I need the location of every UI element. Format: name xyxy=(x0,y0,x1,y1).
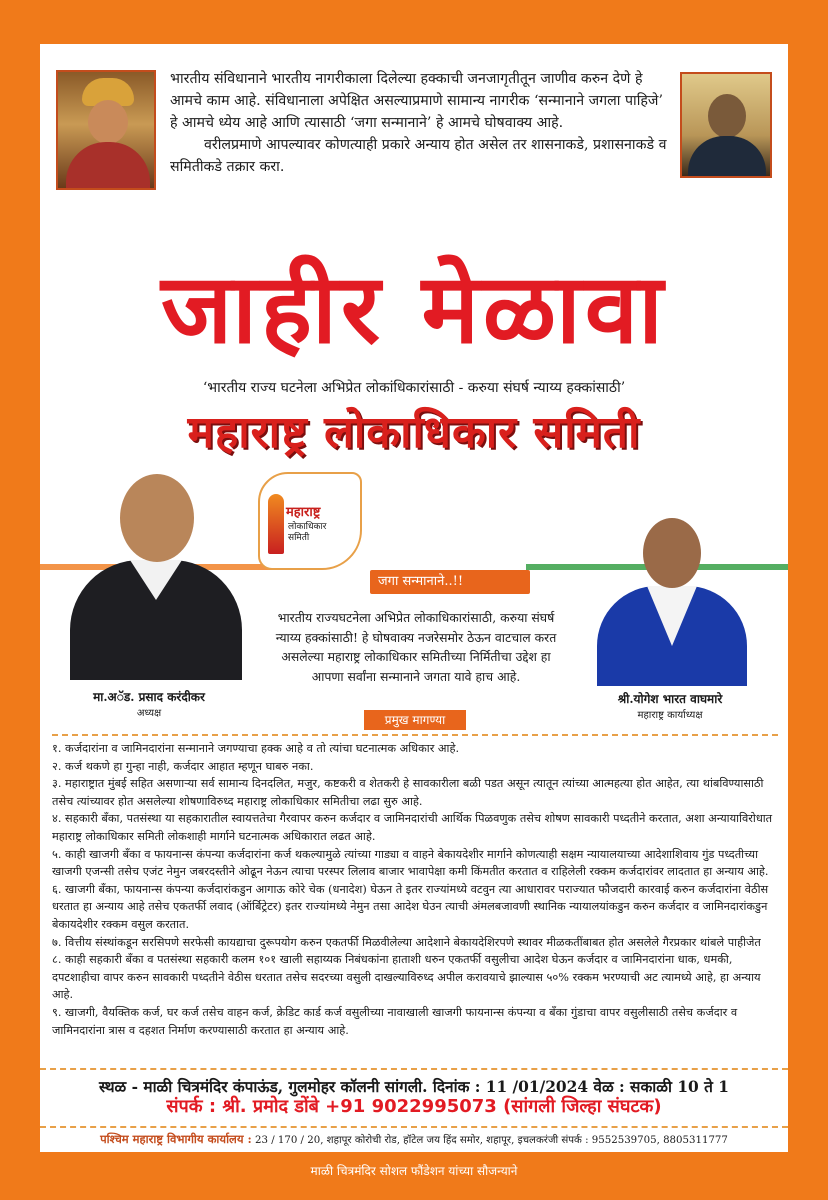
motto-badge: जगा सन्मानाने..!! xyxy=(370,570,530,594)
office-line xyxy=(40,1126,788,1147)
mission-statement xyxy=(266,608,566,686)
demand-item: १. कर्जदारांना व जामिनदारांना सन्मानाने जगण्याचा हक्क आहे व तो त्यांचा घटनात्मक अधिकार आहे. xyxy=(52,742,460,755)
leader-photo-left xyxy=(60,464,250,682)
office-label: पश्चिम महाराष्ट्र विभागीय कार्यालय : xyxy=(100,1132,252,1146)
demands-heading: प्रमुख मागण्या xyxy=(364,710,466,730)
historical-portrait-left xyxy=(56,70,156,190)
leader-name-left: मा.अॅड. प्रसाद करंदीकर xyxy=(93,690,205,704)
demand-item: ९. खाजगी, वैयक्तिक कर्ज, घर कर्ज तसेच वाहन कर्ज, क्रेडिट कार्ड कर्ज वसुलीच्या नावाखाली खाजगी फायनान्स कंपन्या व बँका गुंडाचा वापर वसुलीसाठी तसेच कर्जदार व जामिनदारांना त्रास व दहशत निर्माण करण्यासाठी करतात हा अन्याय आहे. xyxy=(52,1005,738,1037)
tagline: ‘भारतीय राज्य घटनेला अभिप्रेत लोकांधिकारांसाठी - करुया संघर्ष न्याय्य हक्कांसाठी’ xyxy=(202,380,626,396)
organization-name: महाराष्ट्र लोकाधिकार समिती xyxy=(187,407,641,458)
demand-item: ५. काही खाजगी बँका व फायनान्स कंपन्या कर्जदारांना कर्ज थकल्यामुळे त्यांच्या गाड्या व वाहने बेकायदेशीर मार्गाने कोणत्याही सक्षम न्यायालयाच्या आदेशाशिवाय गुंड पध्दतीच्या खाजगी एजन्सी तसेच एजंट नेमुन जबरदस्तीने ओढून नेऊन त्याचा परस्पर लिलाव बाजार भावापेक्षा कमी किंमतीत करतात व राहिलेली रक्कम कर्जदारांवर लादतात हा अन्याय आहे. xyxy=(52,847,769,879)
leader-photo-right xyxy=(585,512,753,686)
event-title: जाहीर मेळावा xyxy=(160,253,668,365)
mission-text: भारतीय राज्यघटनेला अभिप्रेत लोकाधिकारांसाठी, करुया संघर्ष न्याय्य हक्कांसाठी! हे घोषवाक्य नजरेसमोर ठेऊन वाटचाल करत असलेल्या महाराष्ट्र लोकाधिकार समितीच्या निर्मितीचा उद्देश हा आपणा सर्वांना सन्मानाने जगता यावे हाच आहे. xyxy=(275,610,557,684)
demand-item: २. कर्ज थकणे हा गुन्हा नाही, कर्जदार आहात म्हणून घाबरु नका. xyxy=(52,759,314,773)
leader-caption-left xyxy=(74,688,224,719)
logo-text-2b: समिती xyxy=(288,533,310,543)
demand-item: ८. काही सहकारी बँका व पतसंस्था सहकारी कलम १०१ खाली सहाय्यक निबंधकांना हाताशी धरुन एकतर्फी वसुलीचा आदेश घेऊन कर्जदार व जामिनदारांना धाक, धमकी, दपटशाहीचा वापर करुन सावकारी पध्दतीने वेठीस धरतात तसेच सदरच्या वसुली दाखल्याविरुध्द अपील करावयाचे झाल्यास ५०% रक्कम भरण्याची अट त्यामध्ये आहे, हा अन्याय आहे. xyxy=(52,953,761,1002)
portrait-body xyxy=(688,136,766,178)
leader-head xyxy=(643,518,701,588)
footer-credit: माळी चित्रमंदिर सोशल फौंडेशन यांच्या सौजन्याने xyxy=(310,1164,518,1178)
office-address: 23 / 170 / 20, शहापूर कोरोची रोड, हॉटेल जय हिंद समोर, शहापूर, इचलकरंजी संपर्क : 9552539705, 8805311777 xyxy=(251,1135,728,1146)
logo-text-2 xyxy=(288,522,326,544)
poster xyxy=(40,44,788,1152)
demand-item: ४. सहकारी बँका, पतसंस्था या सहकारातील स्वायत्ततेचा गैरवापर करुन कर्जदार व जामिनदारांची आर्थिक पिळवणुक तसेच शोषण सावकारी पध्दतीने करतात, अशा अन्यायाविरोधात महाराष्ट्र लोकाधिकार समिती लोकशाही मार्गाने घटनात्मक अधिकारात लढत आहे. xyxy=(52,812,773,843)
logo-text-2a: लोकाधिकार xyxy=(288,522,327,532)
leader-head xyxy=(120,474,194,562)
historical-portrait-right xyxy=(680,72,772,178)
contact-line: संपर्क : श्री. प्रमोद डोंबे +91 9022995073 (सांगली जिल्हा संघटक) xyxy=(166,1096,662,1117)
demand-item: ७. वित्तीय संस्थांकडून सरसिपणे सरफेसी कायद्याचा दुरूपयोग करुन एकतर्फी मिळवीलेल्या आदेशाने बेकायदेशिरपणे स्थावर मीळकतींबाबत होत असलेले गैरप्रकार थांबले पाहीजेत xyxy=(52,935,761,949)
organization-logo xyxy=(258,472,368,578)
intro-line-2: वरीलप्रमाणे आपल्यावर कोणत्याही प्रकारे अन्याय होत असेल तर शासनाकडे, प्रशासनाकडे व समितीकडे तक्रार करा. xyxy=(170,137,667,175)
torch-flame-icon xyxy=(268,494,284,554)
demand-item: ३. महाराष्ट्रात मुंबई सहित असणाऱ्या सर्व सामान्य दिनदलित, मजुर, कष्टकरी व शेतकरी हे सावकारीला बळी पडत असून त्यातून त्यांच्या आत्महत्या होत आहेत, त्या थांबविण्यासाठी तसेच त्यांच्यावर होत असलेल्या शोषणाविरुध्द महाराष्ट्र लोकाधिकार समितीचा लढा सुरु आहे. xyxy=(52,777,764,808)
demands-list xyxy=(52,734,778,1039)
intro-text xyxy=(170,68,670,178)
venue-line: स्थळ - माळी चित्रमंदिर कंपाऊंड, गुलमोहर कॉलनी सांगली. दिनांक : 11 /01/2024 वेळ : सकाळी 10 ते 1 xyxy=(40,1068,788,1097)
portrait-face xyxy=(88,100,128,144)
portrait-body xyxy=(66,142,150,190)
demand-item: ६. खाजगी बँका, फायनान्स कंपन्या कर्जदारांकडुन आगाऊ कोरे चेक (धनादेश) घेऊन ते इतर राज्यांमध्ये वटवुन त्या आधारावर पराज्यात फौजदारी कारवाई करुन कर्जदारांना वेठीस धरतात हा अन्याय आहे तसेच एकतर्फी लवाद (ऑर्बिट्रेटर) इतर राज्यांमध्ये नेमुन तसा आदेश घेउन त्याची अंमलबजावणी स्थानिक न्यायालयांकडुन करुन कर्जदार व जामिनदारांकडुन बेकायदेशीर रक्कम वसुल करतात. xyxy=(52,882,769,931)
leader-name-right: श्री.योगेश भारत वाघमारे xyxy=(617,692,723,706)
leader-role-left: अध्यक्ष xyxy=(136,708,162,719)
leader-caption-right xyxy=(585,690,755,721)
intro-line-1: भारतीय संविधानाने भारतीय नागरीकाला दिलेल्या हक्काची जनजागृतीतून जाणीव करुन देणे हे आमचे काम आहे. संविधानाला अपेक्षित असल्याप्रमाणे सामान्य नागरीक ‘सन्मानाने जगला पाहिजे’ हे आमचे ध्येय आहे आणि त्यासाठी ‘जगा सन्मानाने’ हे आमचे घोषवाक्य आहे. xyxy=(170,71,663,131)
leader-role-right: महाराष्ट्र कार्याध्यक्ष xyxy=(637,710,703,721)
logo-text-1: महाराष्ट्र xyxy=(286,505,321,520)
portrait-face xyxy=(708,94,746,138)
